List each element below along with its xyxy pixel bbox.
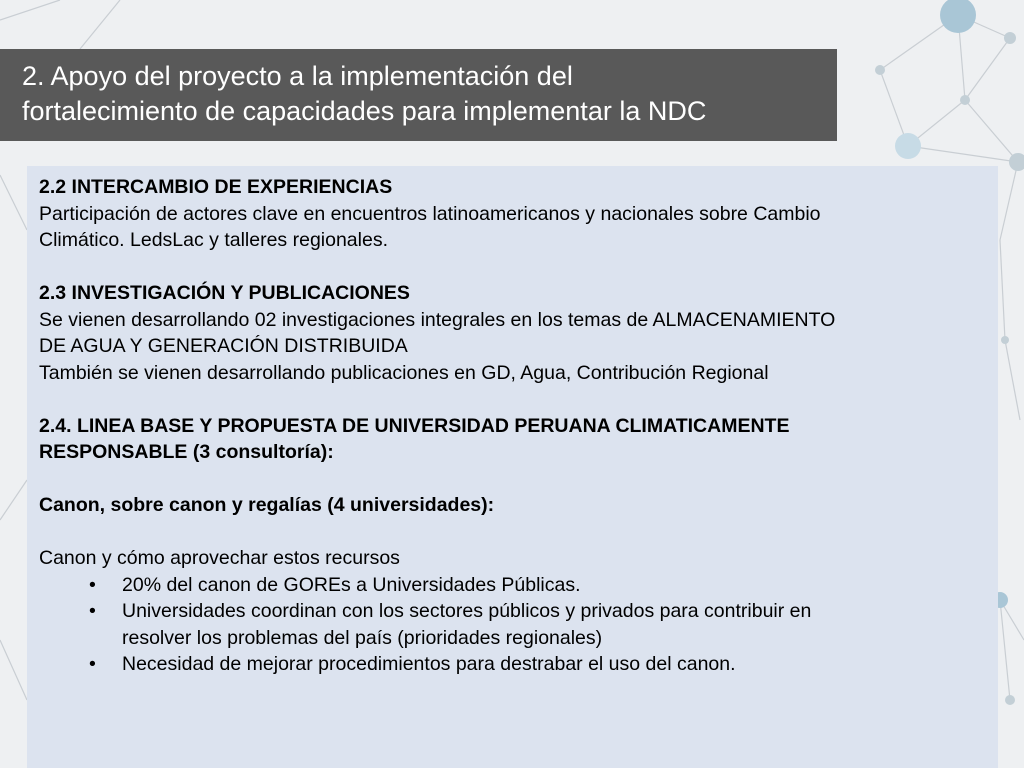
slide-title-line-2: fortalecimiento de capacidades para implementar la NDC [22, 96, 707, 126]
section-2-3-body-line-1: Se vienen desarrollando 02 investigaciones integrales en los temas de ALMACENAMIENTO [39, 308, 836, 331]
section-2-4-heading-line-2: RESPONSABLE (3 consultoría): [39, 441, 334, 463]
spacer [39, 466, 988, 493]
canon-intro: Canon y cómo aprovechar estos recursos [39, 547, 400, 569]
bullet-text-line-1: 20% del canon de GOREs a Universidades Públicas. [122, 573, 581, 596]
list-item [39, 598, 988, 651]
list-item [39, 572, 988, 599]
bullet-text-line-1: Necesidad de mejorar procedimientos para destrabar el uso del canon. [122, 653, 736, 675]
section-2-3-heading: 2.3 INVESTIGACIÓN Y PUBLICACIONES [39, 282, 410, 304]
spacer [39, 254, 988, 281]
slide-title-banner [0, 49, 837, 141]
section-2-3-body-line-3: También se vienen desarrollando publicaciones en GD, Agua, Contribución Regional [39, 361, 769, 384]
spacer [39, 386, 988, 413]
bullet-icon: • [89, 653, 96, 675]
bullet-text-line-1: Universidades coordinan con los sectores públicos y privados para contribuir en [122, 600, 812, 622]
slide-title-line-1: 2. Apoyo del proyecto a la implementación del [22, 61, 573, 91]
section-2-2-body-line-1: Participación de actores clave en encuentros latinoamericanos y nacionales sobre Cambio [39, 202, 821, 225]
bullet-text-line-2: resolver los problemas del país (prioridades regionales) [122, 626, 603, 649]
section-2-4-heading-line-1: 2.4. LINEA BASE Y PROPUESTA DE UNIVERSIDAD PERUANA CLIMATICAMENTE [39, 414, 790, 437]
spacer [39, 519, 988, 546]
canon-heading: Canon, sobre canon y regalías (4 universidades): [39, 494, 495, 516]
bullet-icon: • [89, 573, 96, 596]
section-2-2-body-line-2: Climático. LedsLac y talleres regionales. [39, 229, 389, 251]
bullet-icon: • [89, 600, 96, 622]
section-2-2-heading: 2.2 INTERCAMBIO DE EXPERIENCIAS [39, 176, 393, 198]
canon-bullet-list [39, 572, 988, 678]
section-2-3-body-line-2: DE AGUA Y GENERACIÓN DISTRIBUIDA [39, 335, 408, 357]
list-item [39, 651, 988, 678]
content-panel [27, 166, 998, 768]
